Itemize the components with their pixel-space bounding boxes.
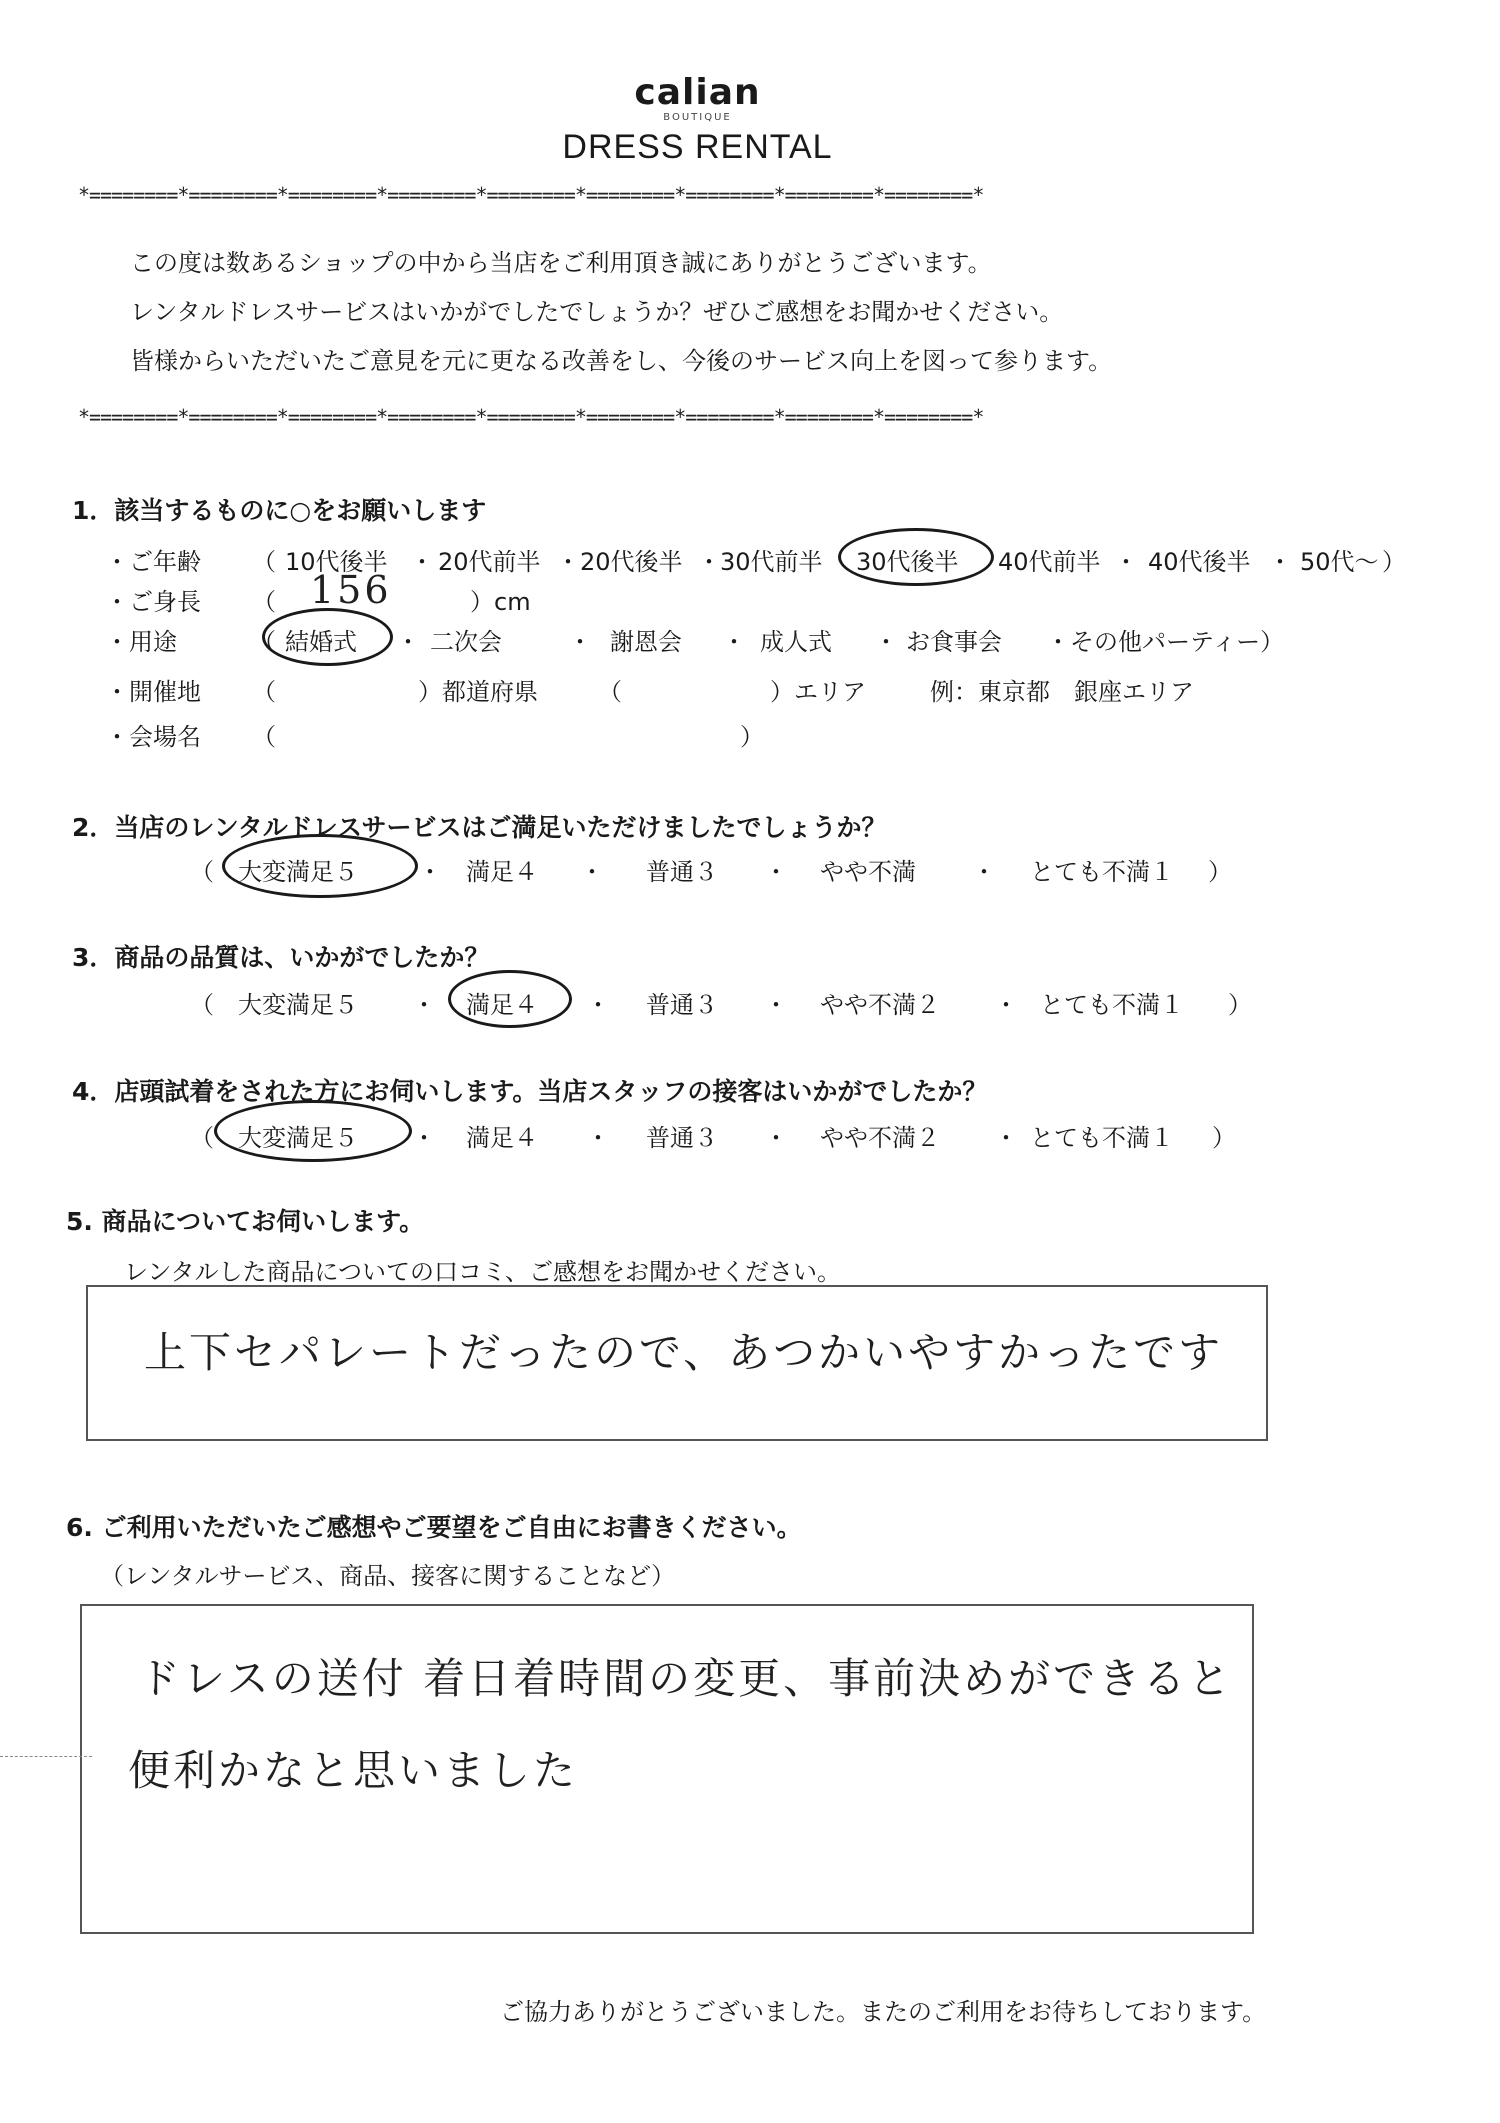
separator-dot: ・	[412, 1124, 436, 1152]
place-area-open-paren: （	[598, 678, 622, 706]
question-5-title: 5. 商品についてお伺いします。	[66, 1207, 425, 1236]
purpose-option-other-party[interactable]: ・その他パーティー）	[1046, 628, 1285, 656]
height-open-paren: （	[252, 588, 276, 616]
place-open-paren: （	[252, 678, 276, 706]
intro-line-1: この度は数あるショップの中から当店をご利用頂き誠にありがとうございます。	[130, 249, 992, 277]
separator-dot: ・	[580, 858, 604, 886]
separator-dot: ・	[586, 991, 610, 1019]
separator-dot: ・	[410, 548, 434, 576]
place-prefecture-label: ）都道府県	[418, 678, 538, 706]
age-option-10s-late[interactable]: 10代後半	[285, 548, 388, 576]
separator-dot: ・	[874, 628, 898, 656]
selection-circle	[214, 1100, 412, 1162]
selection-circle	[262, 608, 393, 666]
scan-dash-line	[0, 1756, 92, 1757]
separator-dot: ・	[1268, 548, 1292, 576]
q4-option-somewhat-dissatisfied[interactable]: やや不満２	[820, 1124, 940, 1152]
age-option-50s[interactable]: 50代～	[1300, 548, 1379, 576]
separator-dot: ・	[764, 858, 788, 886]
venue-close-paren: ）	[740, 723, 764, 751]
comments-answer-line-2[interactable]: 便利かなと思いました	[128, 1746, 579, 1795]
purpose-option-wedding[interactable]: 結婚式	[285, 628, 357, 656]
selection-circle	[838, 528, 994, 586]
age-label: ・ご年齢	[105, 548, 201, 576]
footer-thanks: ご協力ありがとうございました。またのご利用をお待ちしております。	[500, 1998, 1267, 2026]
question-4-title: 4．店頭試着をされた方にお伺いします。当店スタッフの接客はいかがでしたか？	[72, 1077, 988, 1106]
q4-option-satisfied[interactable]: 満足４	[466, 1124, 538, 1152]
q4-option-average[interactable]: 普通３	[646, 1124, 718, 1152]
age-option-40s-late[interactable]: 40代後半	[1148, 548, 1251, 576]
review-answer-text[interactable]: 上下セパレートだったので、あつかいやすかったです	[144, 1328, 1224, 1377]
place-label: ・開催地	[105, 678, 201, 706]
q3-option-satisfied[interactable]: 満足４	[466, 991, 538, 1019]
separator-dot: ・	[764, 1124, 788, 1152]
question-2-title: 2．当店のレンタルドレスサービスはご満足いただけましたでしょうか？	[72, 813, 887, 842]
q3-option-very-dissatisfied[interactable]: とても不満１	[1040, 991, 1184, 1019]
place-area-label: ）エリア	[770, 678, 866, 706]
height-label: ・ご身長	[105, 588, 201, 616]
age-close-paren: ）	[1382, 548, 1406, 576]
separator-dot: ・	[994, 1124, 1018, 1152]
separator-dot: ・	[994, 991, 1018, 1019]
q3-option-somewhat-dissatisfied[interactable]: やや不満２	[820, 991, 940, 1019]
question-6-title: 6. ご利用いただいたご感想やご要望をご自由にお書きください。	[66, 1513, 802, 1542]
close-paren: ）	[1208, 858, 1232, 886]
separator-dot: ・	[1114, 548, 1138, 576]
age-option-20s-late[interactable]: 20代後半	[580, 548, 683, 576]
brand-subtitle: BOUTIQUE	[663, 112, 732, 123]
question-5-subtitle: レンタルした商品についての口コミ、ご感想をお聞かせください。	[124, 1258, 841, 1286]
separator-dot: ・	[418, 858, 442, 886]
separator-dot: ・	[586, 1124, 610, 1152]
intro-line-3: 皆様からいただいたご意見を元に更なる改善をし、今後のサービス向上を図って参ります。	[130, 347, 1113, 375]
separator-dot: ・	[764, 991, 788, 1019]
purpose-open-paren: （	[252, 628, 276, 656]
q4-option-very-dissatisfied[interactable]: とても不満１	[1030, 1124, 1174, 1152]
question-3-title: 3．商品の品質は、いかがでしたか？	[72, 943, 490, 972]
close-paren: ）	[1212, 1124, 1236, 1152]
q3-option-average[interactable]: 普通３	[646, 991, 718, 1019]
q2-option-average[interactable]: 普通３	[646, 858, 718, 886]
q2-option-very-dissatisfied[interactable]: とても不満１	[1030, 858, 1174, 886]
place-example: 例：東京都 銀座エリア	[930, 678, 1194, 706]
purpose-option-coming-of-age[interactable]: 成人式	[760, 628, 832, 656]
separator-dot: ・	[568, 628, 592, 656]
separator-dot: ・	[412, 991, 436, 1019]
brand-logo: calian	[634, 72, 761, 113]
page-title: DRESS RENTAL	[562, 128, 833, 166]
age-option-30s-early[interactable]: 30代前半	[720, 548, 823, 576]
height-value[interactable]: 156	[310, 568, 392, 612]
selection-circle	[448, 970, 572, 1028]
separator-dot: ・	[972, 858, 996, 886]
venue-label: ・会場名	[105, 723, 201, 751]
separator-bottom: *========*========*========*========*========*========*========*========*========*	[78, 405, 984, 429]
close-paren: ）	[1228, 991, 1252, 1019]
open-paren: （	[190, 1124, 214, 1152]
purpose-option-dinner[interactable]: お食事会	[906, 628, 1002, 656]
question-6-subtitle: （レンタルサービス、商品、接客に関することなど）	[100, 1562, 676, 1590]
age-open-paren: （	[252, 548, 276, 576]
q4-option-very-satisfied[interactable]: 大変満足５	[238, 1124, 358, 1152]
q3-option-very-satisfied[interactable]: 大変満足５	[238, 991, 358, 1019]
open-paren: （	[190, 991, 214, 1019]
age-option-40s-early[interactable]: 40代前半	[998, 548, 1101, 576]
open-paren: （	[190, 858, 214, 886]
q2-option-satisfied[interactable]: 満足４	[466, 858, 538, 886]
purpose-option-afterparty[interactable]: 二次会	[430, 628, 502, 656]
separator-dot: ・	[556, 548, 580, 576]
q2-option-very-satisfied[interactable]: 大変満足５	[238, 858, 358, 886]
comments-answer-line-1[interactable]: ドレスの送付 着日着時間の変更、事前決めができると	[138, 1654, 1234, 1703]
venue-open-paren: （	[252, 723, 276, 751]
purpose-label: ・用途	[105, 628, 177, 656]
separator-dot: ・	[722, 628, 746, 656]
age-option-30s-late[interactable]: 30代後半	[856, 548, 959, 576]
selection-circle	[222, 834, 418, 898]
age-option-20s-early[interactable]: 20代前半	[438, 548, 541, 576]
separator-top: *========*========*========*========*========*========*========*========*========*	[78, 183, 984, 207]
intro-line-2: レンタルドレスサービスはいかがでしたでしょうか？ぜひご感想をお聞かせください。	[130, 298, 1064, 326]
purpose-option-thank-you-party[interactable]: 謝恩会	[610, 628, 682, 656]
q2-option-somewhat-dissatisfied[interactable]: やや不満	[820, 858, 916, 886]
height-unit: ）cm	[470, 588, 531, 616]
separator-dot: ・	[697, 548, 721, 576]
separator-dot: ・	[396, 628, 420, 656]
question-1-title: 1．該当するものに○をお願いします	[72, 496, 487, 525]
